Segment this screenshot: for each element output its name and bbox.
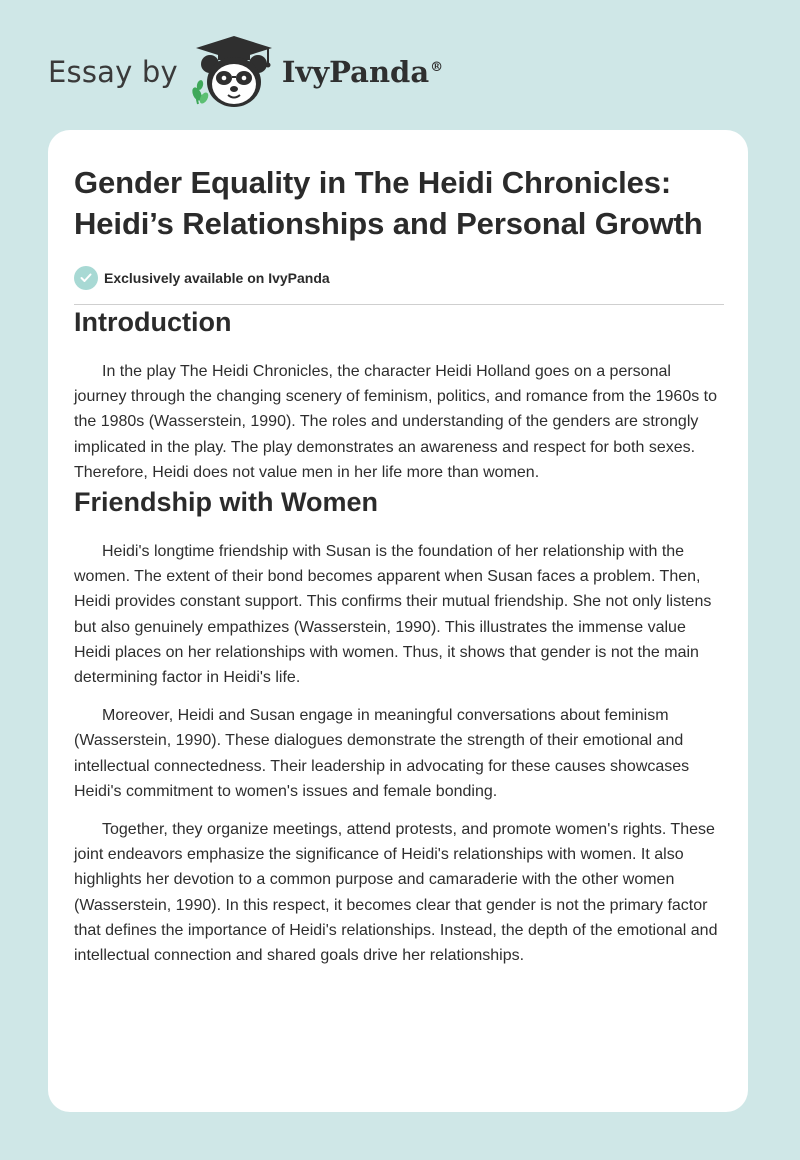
paragraph: Heidi's longtime friendship with Susan is the foundation of her relationship with the women. The extent of their bond becomes apparent when Susan faces a problem. Then, Heidi provides constant support. This confirms their mutual friendship. She not only listens but also genuinely empathizes (Wasserstein, 1990). This illustrates the immense value Heidi places on her relationships with women. Thus, it shows that gender is not the main determining factor in Heidi's life. <box>74 543 712 687</box>
paragraph: In the play The Heidi Chronicles, the character Heidi Holland goes on a personal journey through the changing scenery of feminism, politics, and romance from the 1960s to the 1980s (Wasserstein, 1990). The roles and understanding of the genders are strongly implicated in the play. The play demonstrates an awareness and respect for both sexes. Therefore, Heidi does not value men in her life more than women. <box>74 363 718 481</box>
brand-header <box>48 34 443 110</box>
exclusive-badge <box>74 266 724 290</box>
brand-prefix: Essay by <box>48 55 178 89</box>
section-heading-introduction: Introduction <box>74 307 232 337</box>
brand-name[interactable]: IvyPanda® <box>281 55 444 89</box>
essay-content <box>74 162 724 968</box>
paragraph: Together, they organize meetings, attend protests, and promote women's rights. These joint endeavors emphasize the significance of Heidi's relationships with women. It also highlights her devotion to a common purpose and camaraderie with the other women (Wasserstein, 1990). In this respect, it becomes clear that gender is not the primary factor that defines the importance of Heidi's relationships. Instead, the depth of the emotional and intellectual connection and shared goals drive her relationships. <box>74 821 718 965</box>
section-heading-friendship: Friendship with Women <box>74 487 379 518</box>
essay-title: Gender Equality in The Heidi Chronicles: Heidi’s Relationships and Personal Growth <box>74 165 703 241</box>
paragraph: Moreover, Heidi and Susan engage in meaningful conversations about feminism (Wasserstein, 1990). These dialogues demonstrate the strength of their emotional and intellectual connectedness. Their leadership in advocating for these causes showcases Heidi's commitment to women's issues and female bonding. <box>74 707 690 800</box>
panda-graduate-icon[interactable] <box>188 34 280 110</box>
badge-text: Exclusively available on IvyPanda <box>104 270 330 286</box>
check-circle-icon <box>74 266 98 290</box>
registered-mark: ® <box>430 60 444 76</box>
essay-card <box>48 130 748 1112</box>
